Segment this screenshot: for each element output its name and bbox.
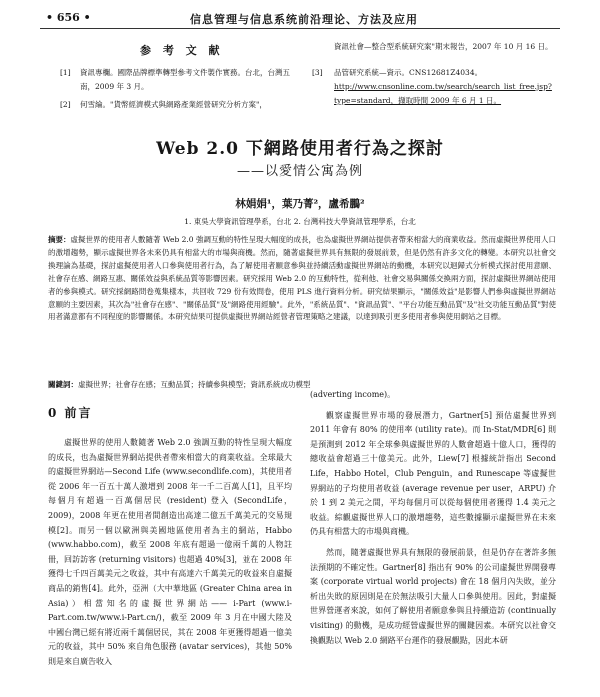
abstract-label: 摘要： — [48, 235, 71, 244]
reference-text: 資訊社會—整合型系統研究案"期末報告，2007 年 10 月 16 日。 — [334, 42, 553, 51]
body-paragraph: 虛擬世界的使用人數隨著 Web 2.0 強調互動的特性呈現大幅度的成長，也為虛擬世界網站提供者帶來相當大的商業收益。全球最大的虛擬世界網站—Second Life (www.secondlife.com)，其使用者從 2006 年一百五十萬人激增到 2008 年一千二百萬人[1]，且平均每個月有超過一百萬個居民 (resident) 登入 (SecondLife，2009)，2008 年更在使用者間創造出高達二億五千萬美元的交易規模[2]。而另一個以歐洲與美國地區使用者為主的網站，Habbo (www.habbo.com)，截至 2008 年底有超過一億兩千萬的人物註冊，回訪訪客 (returning visitors) 也超過 40%[3]，並在 2008 年獲得七千四百萬美元之收益，其中有高達六千萬美元的收益來自虛擬商品的銷售[4]。此外，亞洲（大中華地區 (Greater China area in Asia)）相當知名的虛擬世界網站—— i-Part (www.i-Part.com.tw/www.i-Part.cn/)，截至 2009 年 3 月在中國大陸及中國台灣已經有將近兩千萬個居民，其在 2008 年更獲得超過一億美元的收益，其中 50% 來自角色服務 (avatar services)，其他 50% 則是來自廣告收入 — [48, 438, 292, 666]
reference-number: [3] — [312, 68, 323, 77]
reference-text: 何雪綸。"貨幣經濟模式與網路產業經營研究分析方案"， — [80, 100, 267, 109]
paper-subtitle: ——以愛情公寓為例 — [236, 164, 363, 179]
left-column — [48, 436, 292, 670]
page-number: • 656 • — [46, 11, 91, 24]
keywords-label: 關鍵詞： — [48, 380, 78, 389]
reference-item — [60, 66, 295, 94]
reference-item — [312, 66, 562, 108]
reference-text: 品管研究系統—資示。CNS12681Z4034。 — [334, 68, 483, 77]
author-list: 林娟娟¹，葉乃菁²，盧希鵬² — [235, 198, 365, 210]
body-paragraph: 觀察虛擬世界市場的發展潛力，Gartner[5] 預估虛擬世界到 2011 年會有 80% 的使用率 (utility rate)。而 In-Stat/MDR[6] 則是預測到 2012 年全球參與虛擬世界的人數會超過十億人口，獲得的總收益會超過三十億美元。此外，Liew[7] 根據統計指出 Second Life，Habbo Hotel，Club Penguin，and Runescape 等虛擬世界網站的子均使用者收益 (average revenue per user，ARPU) 介於 1 到 2 美元之間，平均每個月可以從每個使用者獲得 1.4 美元之收益。綜觀虛擬世界人口的激增趨勢，這些數據顯示虛擬世界在未來仍具有相當大的市場與商機。 — [310, 410, 556, 537]
section-heading: 0 前言 — [48, 406, 93, 420]
body-paragraph: 然而，隨著虛擬世界具有無限的發展前景，但是仍存在著許多無法預期的不確定性。Gartner[8] 指出有 90% 的公司虛擬世界開發專案 (corporate virtual world projects) 會在 18 個月內失敗，並分析出失敗的原因則是在於無法吸引大量人口參與使用。因此，對虛擬世界營運者來說，如何了解使用者願意參與且持續造訪 (continually visiting) 的動機，是成功經營虛擬世界的關鍵因素。本研究以社會交換觀點以 Web 2.0 網路平台運作的發展觀點，因此本研 — [310, 547, 556, 645]
affiliation: 1. 東吳大學資訊管理學系，台北 2. 台灣科技大學資訊管理學系，台北 — [184, 217, 416, 226]
body-paragraph: (adverting income)。 — [310, 390, 396, 399]
reference-number: [1] — [60, 68, 71, 77]
reference-number: [2] — [60, 100, 71, 109]
reference-url[interactable]: http://www.cnsonline.com.tw/search/search_list_free.jsp? type=standard，擷取時間 2009 年 6 月 1 日。 — [334, 82, 552, 105]
running-head — [40, 8, 560, 29]
reference-text: 資訊專欄。國際品牌標準轉型參考文件製作實務。台北，台灣五南，2009 年 3 月。 — [80, 68, 290, 91]
keywords-text: 虛擬世界；社會存在感；互動品質；持續參與模型；資訊系統成功模型 — [78, 380, 311, 389]
abstract-text: 虛擬世界的使用者人數隨著 Web 2.0 強調互動的特性呈現大幅度的成長，也為虛擬世界網站提供者帶來相當大的商業收益。然而虛擬世界使用人口的激增趨勢，顯示虛擬世界各未來仍具有相當大的市場與商機。然而，隨著虛擬世界具有無限的發展前景，但是仍然有許多文化的轉變。本研究以社會交換理論為基礎，探討虛擬使用者人口參與使用者行為，為了解使用者願意參與並持續活動虛擬世界網站的動機，本研究以迴歸式分析模式探討使用意願、社會存在感、網路互惠、關係效益與系統品質等影響因素。研究採用 Web 2.0 的互動特性，從利他、社會交易與關係交換兩方面，探討虛擬世界網站使用者的參與模式。研究採網路問卷蒐集樣本，共回收 729 份有效問卷，使用 PLS 進行資料分析。研究結果顯示，"關係效益"是影響人們參與虛擬世界網站意願的主要因素，其次為"社會存在感"、"關係品質"及"網路使用經驗"。此外，"系統品質"、"資訊品質"、"平台功能互動品質"及"社交功能互動品質"對使用者滿意都有不同程度的影響關係。本研究結果可提供虛擬世界網站經營者管理策略之建議，以達到吸引更多使用者參與使用網站之目標。 — [48, 235, 557, 322]
journal-title: 信息管理与信息系统前沿理论、方法及应用 — [190, 13, 418, 26]
reference-continuation — [320, 40, 560, 54]
abstract — [48, 234, 556, 324]
references-heading: 参 考 文 献 — [140, 44, 224, 57]
right-column — [310, 388, 556, 648]
reference-item — [60, 98, 295, 112]
paper-title: Web 2.0 下網路使用者行為之探討 — [156, 139, 444, 159]
